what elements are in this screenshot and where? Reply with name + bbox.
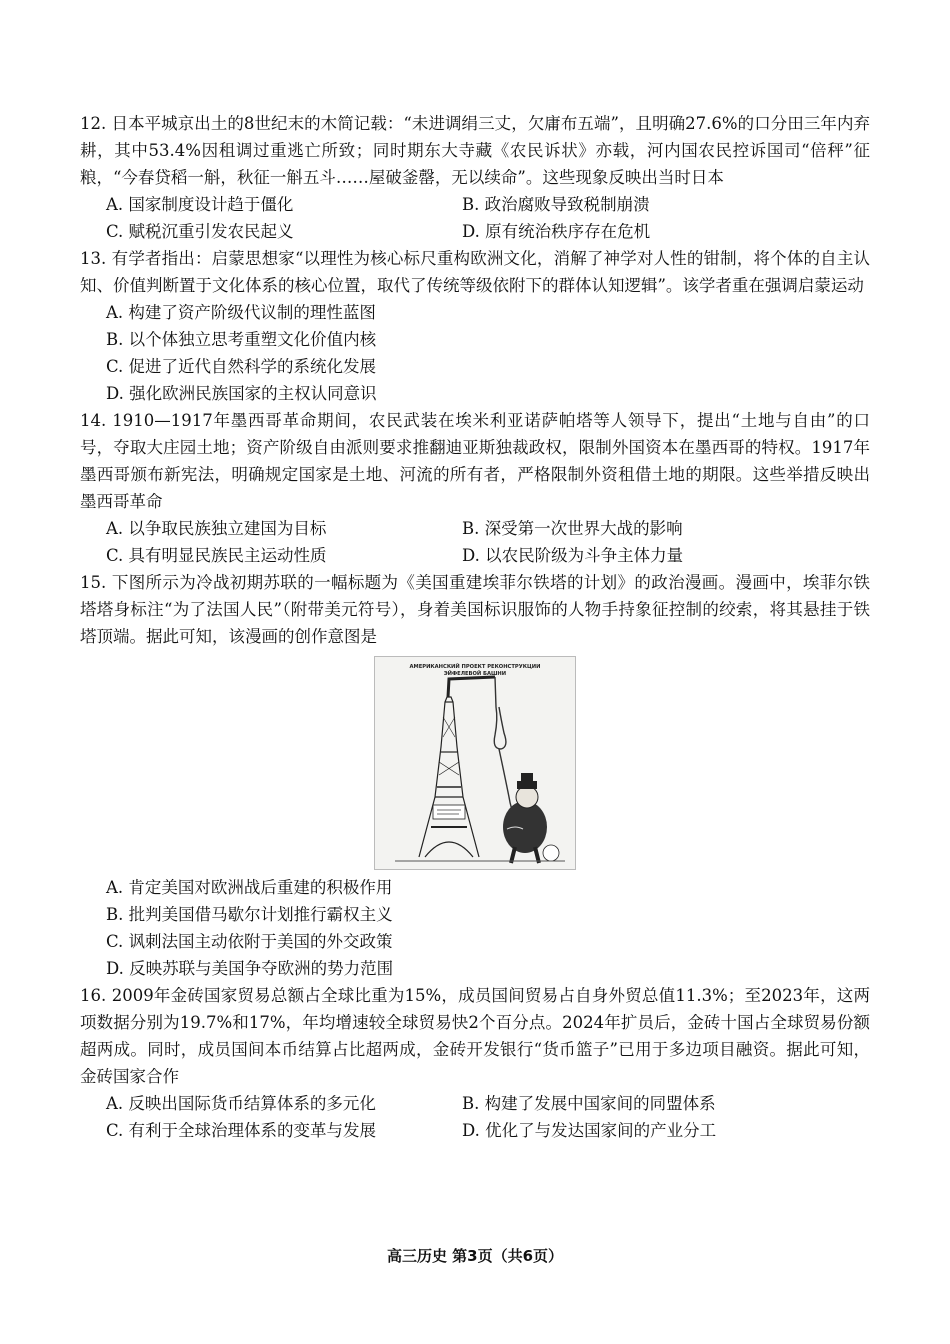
option-c[interactable]: C. 具有明显民族民主运动性质 (106, 546, 327, 565)
page-footer: 高三历史 第3页（共6页） (386, 1247, 564, 1265)
option-d[interactable]: D. 强化欧洲民族国家的主权认同意识 (106, 384, 377, 403)
option-b[interactable]: B. 以个体独立思考重塑文化价值内核 (106, 330, 377, 349)
option-c[interactable]: C. 讽刺法国主动依附于美国的外交政策 (106, 932, 393, 951)
question-13 (80, 245, 870, 407)
option-a[interactable]: A. 肯定美国对欧洲战后重建的积极作用 (106, 878, 393, 897)
question-14-stem: 14. 1910—1917年墨西哥革命期间，农民武装在埃米利亚诺萨帕塔等人领导下，提出“土地与自由”的口号，夺取大庄园土地；资产阶级自由派则要求推翻迪亚斯独裁政权，限制外国资本在墨西哥的特权。1917年墨西哥颁布新宪法，明确规定国家是土地、河流的所有者，严格限制外资租借土地的期限。这些举措反映出墨西哥革命 (80, 411, 870, 511)
question-12 (80, 110, 870, 245)
question-15 (80, 569, 870, 982)
tower-sign (433, 805, 465, 819)
question-16-options (80, 1090, 870, 1144)
questions-area (80, 110, 870, 1144)
question-15-stem: 15. 下图所示为冷战初期苏联的一幅标题为《美国重建埃菲尔铁塔的计划》的政治漫画。漫画中，埃菲尔铁塔塔身标注“为了法国人民”（附带美元符号），身着美国标识服饰的人物手持象征控制的绞索，将其悬挂于铁塔顶端。据此可知，该漫画的创作意图是 (80, 573, 870, 646)
option-b[interactable]: B. 深受第一次世界大战的影响 (462, 519, 683, 538)
option-d[interactable]: D. 优化了与发达国家间的产业分工 (462, 1121, 717, 1140)
question-16-stem: 16. 2009年金砖国家贸易总额占全球比重为15%，成员国间贸易占自身外贸总值11.3%；至2023年，这两项数据分别为19.7%和17%，年均增速较全球贸易快2个百分点。2024年扩员后，金砖十国占全球贸易份额超两成。同时，成员国间本币结算占比超两成，金砖开发银行“货币篮子”已用于多边项目融资。据此可知，金砖国家合作 (80, 986, 870, 1086)
option-a[interactable]: A. 构建了资产阶级代议制的理性蓝图 (106, 303, 376, 322)
question-12-options (80, 191, 870, 245)
option-a[interactable]: A. 以争取民族独立建国为目标 (106, 519, 327, 538)
question-14-options (80, 515, 870, 569)
political-cartoon (374, 656, 576, 870)
option-c[interactable]: C. 赋税沉重引发农民起义 (106, 222, 294, 241)
option-d[interactable]: D. 反映苏联与美国争夺欧洲的势力范围 (106, 959, 394, 978)
option-c[interactable]: C. 促进了近代自然科学的系统化发展 (106, 357, 377, 376)
question-13-options (80, 299, 870, 407)
option-a[interactable]: A. 反映出国际货币结算体系的多元化 (106, 1094, 376, 1113)
cartoon-caption-line1: АМЕРИКАНСКИЙ ПРОЕКТ РЕКОНСТРУКЦИИ (409, 664, 541, 670)
question-15-options (80, 874, 870, 982)
option-a[interactable]: A. 国家制度设计趋于僵化 (106, 195, 294, 214)
question-14 (80, 407, 870, 569)
cartoon-wrapper (80, 656, 870, 870)
option-d[interactable]: D. 以农民阶级为斗争主体力量 (462, 546, 684, 565)
option-b[interactable]: B. 构建了发展中国家间的同盟体系 (462, 1094, 716, 1113)
option-c[interactable]: C. 有利于全球治理体系的变革与发展 (106, 1121, 377, 1140)
cartoon-drawing (375, 657, 575, 869)
cartoon-caption-line2: ЭЙФЕЛЕВОЙ БАШНИ (443, 671, 507, 677)
question-16 (80, 982, 870, 1144)
option-b[interactable]: B. 批判美国借马歇尔计划推行霸权主义 (106, 905, 393, 924)
option-b[interactable]: B. 政治腐败导致税制崩溃 (462, 195, 650, 214)
option-d[interactable]: D. 原有统治秩序存在危机 (462, 222, 651, 241)
question-12-stem: 12. 日本平城京出土的8世纪末的木简记载：“未进调绢三丈，欠庸布五端”，且明确27.6%的口分田三年内弃耕，其中53.4%因租调过重逃亡所致；同时期东大寺藏《农民诉状》亦载，河内国农民控诉国司“倍秤”征粮，“今春贷稻一斛，秋征一斛五斗……屋破釜罄，无以续命”。这些现象反映出当时日本 (80, 114, 870, 187)
question-13-stem: 13. 有学者指出：启蒙思想家“以理性为核心标尺重构欧洲文化，消解了神学对人性的钳制，将个体的自主认知、价值判断置于文化体系的核心位置，取代了传统等级依附下的群体认知逻辑”。该学者重在强调启蒙运动 (80, 249, 870, 295)
